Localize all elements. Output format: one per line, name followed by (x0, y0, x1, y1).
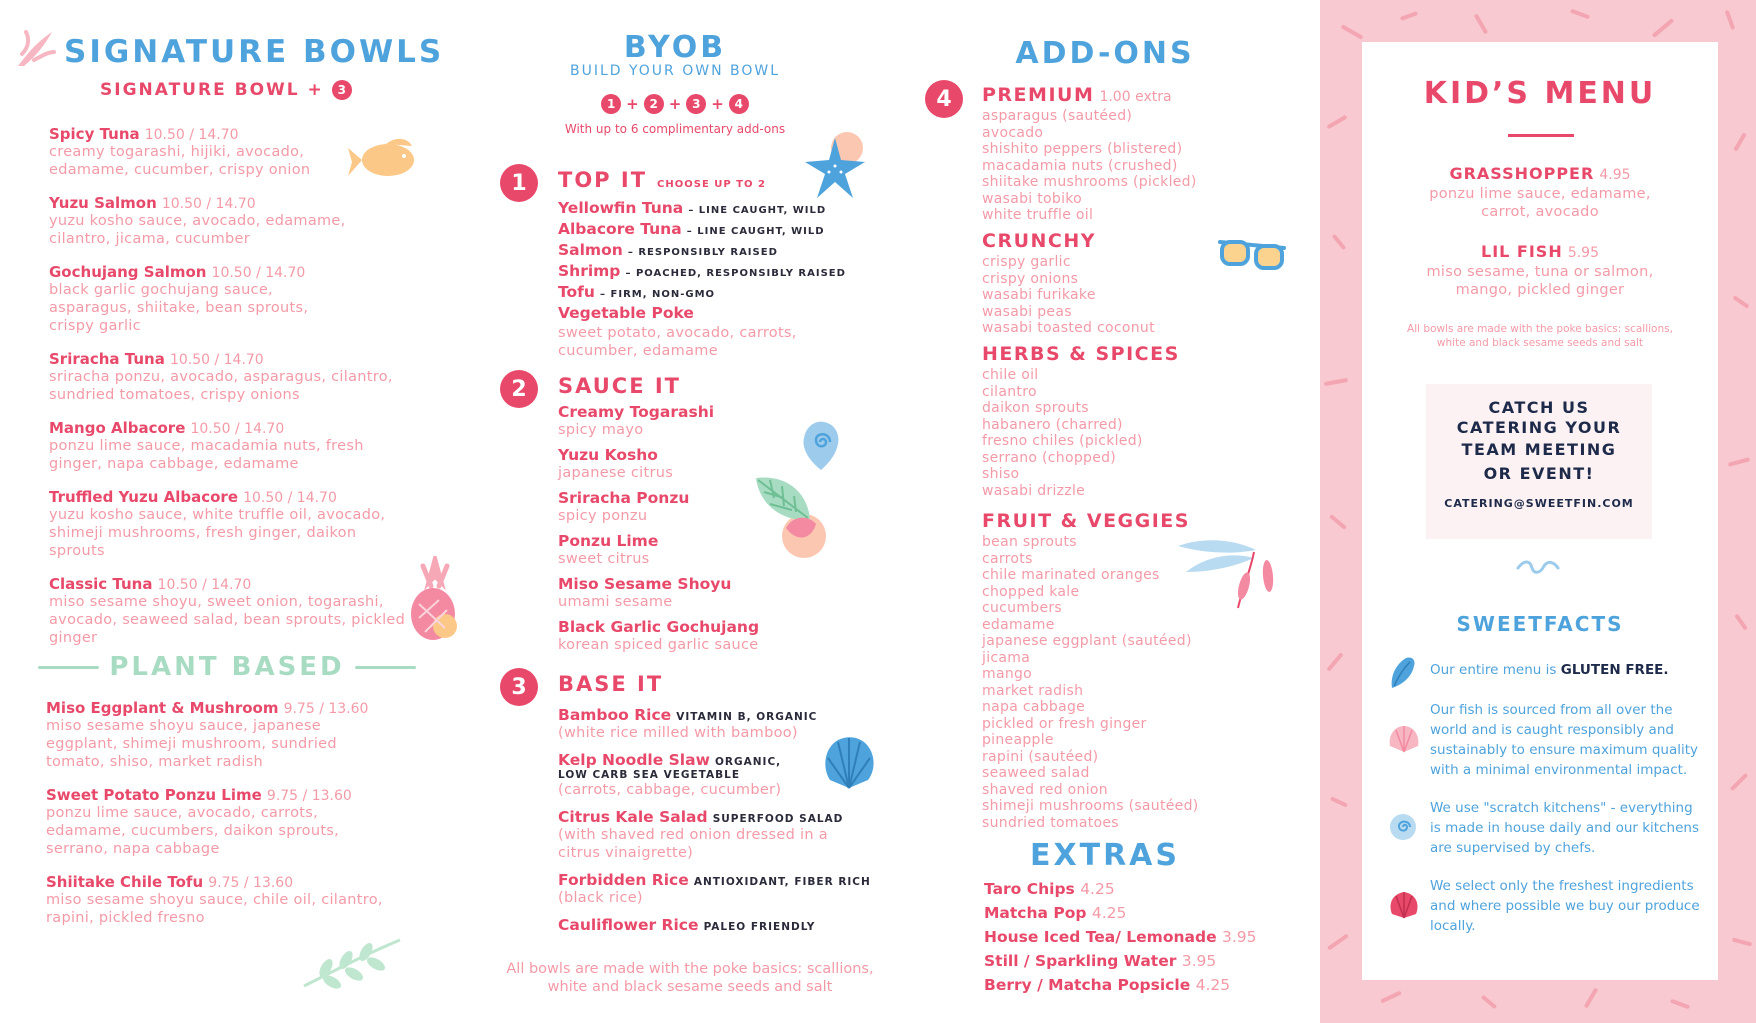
base-desc: (black rice) (558, 890, 643, 906)
kids-item-price: 4.95 (1599, 167, 1631, 183)
shell-blue-icon (1388, 654, 1418, 690)
extra-row (984, 880, 1304, 898)
top-it-list (558, 198, 898, 360)
extra-price: 4.25 (1091, 904, 1127, 922)
leaf-sprig-icon (296, 930, 406, 990)
step-badge: 4 (729, 94, 749, 114)
kids-item-name: LIL FISH (1481, 242, 1563, 261)
protein-name: Yellowfin Tuna (558, 199, 684, 217)
confetti-mark (1329, 514, 1347, 530)
catering-line: CATCH US (1488, 398, 1590, 417)
sauce-name: Sriracha Ponzu (558, 489, 690, 507)
extra-row (984, 952, 1304, 970)
byob-column (490, 0, 920, 1023)
confetti-mark (1380, 991, 1402, 1004)
addon-item: wasabi toasted coconut (982, 320, 1155, 336)
addon-item: wasabi tobiko (982, 190, 1083, 207)
step-2-circle: 2 (500, 370, 538, 408)
addon-item: daikon sprouts (982, 400, 1089, 416)
item-name: Sweet Potato Ponzu Lime (46, 786, 262, 804)
addon-item: shishito peppers (blistered) (982, 141, 1183, 157)
byob-title: BYOB (623, 30, 727, 65)
tropical-leaf-icon (746, 468, 842, 564)
signature-list (49, 124, 449, 661)
confetti-mark (1400, 11, 1418, 21)
kids-item-price: 5.95 (1567, 245, 1599, 261)
protein-note: – POACHED, RESPONSIBLY RAISED (625, 268, 846, 279)
item-price: 10.50 / 14.70 (157, 577, 252, 593)
sauce-name: Ponzu Lime (558, 532, 659, 550)
extras-list (984, 880, 1304, 1000)
item-desc: miso sesame shoyu sauce, chile oil, cilantro, rapini, pickled fresno (46, 892, 383, 926)
kids-item (1362, 164, 1718, 221)
addon-item: napa cabbage (982, 699, 1086, 715)
item-price: 10.50 / 14.70 (190, 421, 285, 437)
addon-item: carrots (982, 550, 1033, 567)
protein-name: Albacore Tuna (558, 220, 682, 238)
base-note: PALEO FRIENDLY (703, 921, 816, 933)
item-price: 10.50 / 14.70 (211, 265, 306, 281)
premium-title: PREMIUM (982, 84, 1095, 106)
sauce-name: Black Garlic Gochujang (558, 618, 760, 636)
sauce-name: Creamy Togarashi (558, 403, 715, 421)
addon-item: chopped kale (982, 583, 1080, 600)
base-desc: (carrots, cabbage, cucumber) (558, 782, 782, 798)
confetti-mark (1474, 13, 1488, 34)
addon-item: macadamia nuts (crushed) (982, 157, 1178, 174)
protein-name: Salmon (558, 241, 623, 259)
confetti-mark (1326, 652, 1343, 671)
scallop-red-icon (1388, 890, 1420, 920)
confetti-mark (1481, 995, 1497, 1010)
plus-sign: + (711, 95, 724, 113)
fruit-title: FRUIT & VEGGIES (982, 510, 1190, 532)
item-price: 10.50 / 14.70 (243, 490, 337, 506)
addon-item: crispy garlic (982, 254, 1071, 270)
addon-item: crispy onions (982, 270, 1079, 287)
base-desc: (white rice milled with bamboo) (558, 725, 798, 741)
wave-icon (1516, 560, 1560, 574)
confetti-mark (1734, 613, 1748, 630)
extra-name: House Iced Tea/ Lemonade (984, 928, 1217, 946)
addon-item: avocado (982, 124, 1044, 141)
addon-item: sundried tomatoes (982, 814, 1119, 831)
extra-price: 4.25 (1080, 880, 1115, 898)
top-it-title: TOP IT (558, 168, 648, 192)
confetti-mark (1570, 9, 1590, 20)
item-desc: sriracha ponzu, avocado, asparagus, cilantro, sundried tomatoes, crispy onions (49, 369, 393, 403)
item-name: Miso Eggplant & Mushroom (46, 699, 279, 717)
addon-item: pineapple (982, 732, 1054, 748)
sauce-desc: spicy mayo (558, 422, 644, 438)
addon-item: japanese eggplant (sautéed) (982, 633, 1192, 649)
confetti-mark (1330, 796, 1348, 807)
base-item (558, 807, 888, 862)
byob-steps (490, 94, 860, 114)
protein-item (558, 198, 898, 217)
item-price: 9.75 / 13.60 (283, 701, 369, 717)
sweetfacts-title: SWEETFACTS (1456, 612, 1624, 636)
plant-item (46, 698, 446, 771)
item-desc: yuzu kosho sauce, avocado, edamame, cilantro, jicama, cucumber (49, 213, 346, 247)
fact-text: We use "scratch kitchens" - everything is made in house daily and our kitchens are supervised by chefs. (1430, 800, 1699, 856)
extra-row (984, 976, 1304, 994)
addon-item: habanero (charred) (982, 416, 1123, 433)
confetti-mark (1728, 457, 1750, 467)
confetti-mark (1652, 18, 1674, 38)
plus-sign: + (626, 95, 639, 113)
shell-pink-icon (1388, 724, 1420, 754)
catering-email[interactable]: CATERING@SWEETFIN.COM (1444, 497, 1634, 510)
item-desc: miso sesame shoyu, sweet onion, togarashi, avocado, seaweed salad, bean sprouts, pickled ginger (49, 594, 406, 646)
addon-item: jicama (982, 649, 1031, 666)
confetti-mark (1584, 987, 1598, 1008)
addon-item: cilantro (982, 383, 1037, 400)
extra-name: Matcha Pop (984, 904, 1087, 922)
extra-row (984, 904, 1304, 922)
base-note: VITAMIN B, ORGANIC (676, 711, 818, 723)
base-it-title: BASE IT (558, 672, 664, 696)
step-3-badge: 3 (332, 80, 352, 100)
sauce-desc: sweet citrus (558, 551, 650, 567)
sauce-desc: korean spiced garlic sauce (558, 637, 759, 653)
herbs-section (982, 343, 1302, 499)
protein-name: Tofu (558, 283, 595, 301)
signature-item (49, 418, 449, 473)
sunglasses-icon (1216, 234, 1288, 278)
item-price: 10.50 / 14.70 (144, 127, 239, 143)
confetti-mark (1341, 24, 1364, 39)
extra-price: 4.25 (1195, 976, 1231, 994)
confetti-mark (1332, 234, 1347, 250)
herbs-title: HERBS & SPICES (982, 343, 1180, 365)
fact-text (1430, 660, 1700, 680)
base-desc: (with shaved red onion dressed in a citrus vinaigrette) (558, 827, 828, 861)
kids-item (1362, 242, 1718, 299)
divider-line (355, 666, 416, 669)
signature-column (0, 0, 470, 1023)
protein-note: – FIRM, NON-GMO (600, 289, 716, 300)
signature-subtitle: SIGNATURE BOWL + (100, 80, 324, 100)
plant-title: PLANT BASED (109, 652, 345, 682)
confetti-mark (1730, 773, 1748, 791)
spiral-shell-icon (800, 418, 842, 472)
herbs-list (982, 367, 1302, 499)
extra-price: 3.95 (1181, 952, 1217, 970)
seaweed-icon (1176, 532, 1286, 612)
sauce-it-title: SAUCE IT (558, 374, 681, 398)
addon-item: chile marinated oranges (982, 567, 1160, 583)
addon-item: wasabi furikake (982, 287, 1096, 303)
addon-item: market radish (982, 682, 1084, 699)
addon-item: pickled or fresh ginger (982, 715, 1147, 732)
addon-item: asparagus (sautéed) (982, 108, 1133, 124)
catering-line: OR EVENT! (1483, 464, 1595, 483)
addon-item: cucumbers (982, 600, 1063, 616)
signature-item (49, 193, 449, 248)
kids-note: All bowls are made with the poke basics: scallions, white and black sesame seeds and salt (1407, 323, 1673, 349)
sauce-name: Miso Sesame Shoyu (558, 575, 732, 593)
kids-item-desc: ponzu lime sauce, edamame, carrot, avocado (1429, 186, 1651, 220)
item-desc: ponzu lime sauce, macadamia nuts, fresh ginger, napa cabbage, edamame (49, 438, 364, 472)
addon-item: edamame (982, 616, 1055, 633)
base-name: Cauliflower Rice (558, 916, 699, 934)
base-name: Bamboo Rice (558, 706, 672, 724)
confetti-mark (1324, 378, 1348, 386)
plus-sign: + (668, 95, 682, 113)
sauce-desc: spicy ponzu (558, 508, 648, 524)
sauce-desc: umami sesame (558, 594, 673, 610)
addon-item: white truffle oil (982, 207, 1094, 223)
protein-item (558, 219, 898, 238)
addon-item: fresno chiles (pickled) (982, 433, 1143, 449)
pineapple-icon (405, 556, 465, 642)
item-name: Sriracha Tuna (49, 350, 165, 368)
base-name: Forbidden Rice (558, 871, 689, 889)
item-price: 9.75 / 13.60 (208, 875, 294, 891)
premium-section (982, 84, 1302, 224)
protein-note: – LINE CAUGHT, WILD (686, 226, 825, 237)
item-price: 10.50 / 14.70 (169, 352, 264, 368)
scallop-shell-icon (820, 734, 878, 792)
top-it-hint: CHOOSE UP TO 2 (657, 179, 766, 190)
premium-price: 1.00 extra (1099, 89, 1172, 105)
confetti-mark (1725, 10, 1736, 30)
item-desc: miso sesame shoyu sauce, japanese eggplant, shimeji mushroom, sundried tomato, shiso, market radish (46, 718, 337, 770)
fact-text-plain: Our entire menu is (1430, 662, 1557, 678)
veg-poke-desc: sweet potato, avocado, carrots, cucumber, edamame (558, 325, 797, 359)
signature-item (49, 574, 449, 647)
signature-subtitle-row (100, 80, 352, 100)
byob-footer: All bowls are made with the poke basics: scallions, white and black sesame seeds and salt (506, 961, 874, 995)
starfish-icon (795, 130, 875, 206)
step-1-circle: 1 (500, 164, 538, 202)
catering-box (1426, 384, 1652, 539)
extra-price: 3.95 (1222, 928, 1257, 946)
extra-name: Taro Chips (984, 880, 1075, 898)
byob-note: With up to 6 complimentary add-ons (564, 122, 786, 136)
protein-note: – LINE CAUGHT, WILD (688, 205, 827, 216)
protein-item (558, 303, 898, 322)
addon-item: wasabi drizzle (982, 482, 1086, 499)
sauce-name: Yuzu Kosho (558, 446, 658, 464)
snail-shell-icon (1388, 812, 1418, 842)
addons-title: ADD-ONS (1015, 36, 1195, 71)
item-name: Truffled Yuzu Albacore (49, 488, 238, 506)
item-price: 10.50 / 14.70 (161, 196, 256, 212)
signature-item (49, 349, 449, 404)
protein-item (558, 240, 898, 259)
byob-subtitle: BUILD YOUR OWN BOWL (569, 63, 781, 79)
sauce-item (558, 618, 798, 654)
base-note: ANTIOXIDANT, FIBER RICH (693, 876, 871, 888)
base-name: Citrus Kale Salad (558, 808, 708, 826)
step-4-circle: 4 (925, 80, 963, 118)
fact-text: Our fish is sourced from all over the world and is caught responsibly and sustainably to ensure maximum quality with a minimal environmental impact. (1430, 702, 1699, 778)
confetti-mark (1732, 295, 1749, 309)
protein-item (558, 261, 898, 280)
addon-item: rapini (sautéed) (982, 748, 1099, 765)
confetti-mark (1670, 999, 1690, 1010)
signature-title: SIGNATURE BOWLS (64, 34, 445, 70)
item-name: Spicy Tuna (49, 125, 140, 143)
confetti-mark (1732, 937, 1752, 946)
base-note: ORGANIC, (715, 756, 782, 768)
step-badge: 1 (601, 94, 621, 114)
kids-item-name: GRASSHOPPER (1449, 164, 1595, 183)
step-3-circle: 3 (500, 668, 538, 706)
premium-list (982, 108, 1302, 224)
top-it-header (558, 168, 766, 192)
divider-line (38, 666, 99, 669)
item-desc: black garlic gochujang sauce, asparagus, shiitake, bean sprouts, crispy garlic (49, 282, 309, 334)
fact-text-bold: GLUTEN FREE. (1560, 662, 1669, 678)
protein-name: Shrimp (558, 262, 621, 280)
base-item (558, 870, 888, 907)
fish-icon (346, 136, 430, 186)
confetti-mark (1733, 132, 1746, 151)
signature-item (49, 262, 449, 335)
item-desc: yuzu kosho sauce, white truffle oil, avocado, shimeji mushrooms, fresh ginger, daikon sprouts (49, 507, 386, 559)
base-item (558, 915, 888, 934)
sauce-item (558, 575, 798, 611)
confetti-mark (1327, 933, 1349, 950)
crunchy-title: CRUNCHY (982, 230, 1097, 252)
item-name: Classic Tuna (49, 575, 153, 593)
item-desc: creamy togarashi, hijiki, avocado, edamame, cucumber, crispy onion (49, 144, 311, 178)
item-name: Yuzu Salmon (49, 194, 157, 212)
confetti-mark (1326, 115, 1347, 129)
fact-text: We select only the freshest ingredients and where possible we buy our produce locally. (1430, 878, 1700, 934)
addon-item: shimeji mushrooms (sautéed) (982, 798, 1199, 814)
addon-item: seaweed salad (982, 765, 1090, 781)
extra-name: Still / Sparkling Water (984, 952, 1177, 970)
coral-leaf-icon (14, 26, 58, 70)
plant-list (46, 698, 446, 941)
addon-item: serrano (chopped) (982, 449, 1117, 466)
item-desc: ponzu lime sauce, avocado, carrots, edamame, cucumbers, daikon sprouts, serrano, napa cabbage (46, 805, 340, 857)
base-note-2: LOW CARB SEA VEGETABLE (558, 769, 741, 781)
addon-item: wasabi peas (982, 303, 1072, 320)
step-badge: 3 (686, 94, 706, 114)
kids-title-underline (1508, 134, 1574, 137)
item-name: Mango Albacore (49, 419, 186, 437)
addon-item: shiitake mushrooms (pickled) (982, 174, 1197, 190)
addon-item: shaved red onion (982, 781, 1108, 798)
plant-item (46, 872, 446, 927)
extra-row (984, 928, 1304, 946)
sauce-desc: japanese citrus (558, 465, 674, 481)
catering-line: TEAM MEETING (1461, 440, 1617, 459)
protein-note: – RESPONSIBLY RAISED (627, 247, 778, 258)
plant-item (46, 785, 446, 858)
addon-item: chile oil (982, 367, 1039, 383)
item-price: 9.75 / 13.60 (266, 788, 352, 804)
kids-title: KID’S MENU (1423, 76, 1657, 111)
addons-column (920, 0, 1320, 1023)
addon-item: shiso (982, 466, 1020, 482)
extras-title: EXTRAS (1029, 838, 1180, 873)
sauce-item (558, 403, 798, 439)
addon-item: bean sprouts (982, 534, 1077, 550)
extra-name: Berry / Matcha Popsicle (984, 976, 1191, 994)
item-name: Gochujang Salmon (49, 263, 207, 281)
signature-item (49, 487, 449, 560)
protein-name: Vegetable Poke (558, 304, 694, 322)
protein-item (558, 282, 898, 301)
kids-card (1362, 42, 1718, 980)
kids-item-desc: miso sesame, tuna or salmon, mango, pickled ginger (1426, 264, 1654, 298)
base-note: SUPERFOOD SALAD (712, 813, 844, 825)
catering-line: CATERING YOUR (1456, 418, 1622, 437)
addon-item: mango (982, 666, 1033, 682)
plant-header (38, 652, 416, 682)
step-badge: 2 (644, 94, 664, 114)
item-name: Shiitake Chile Tofu (46, 873, 204, 891)
base-name: Kelp Noodle Slaw (558, 751, 710, 769)
